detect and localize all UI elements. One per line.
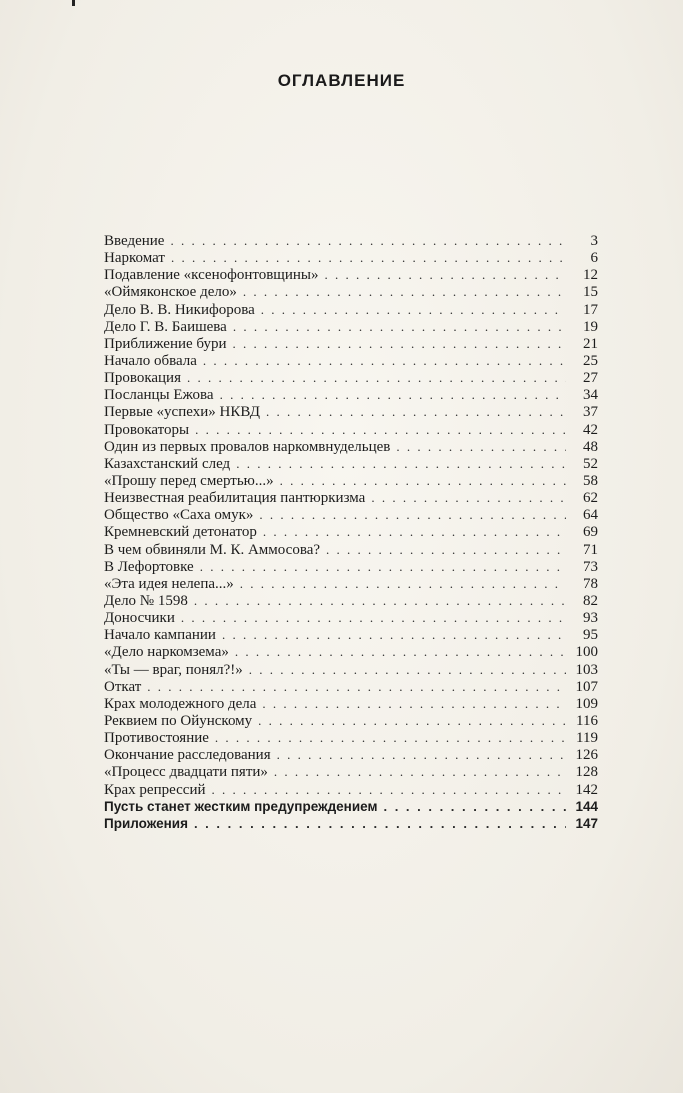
toc-entry-title: Общество «Саха омук»: [104, 507, 254, 524]
dot-leader: [236, 455, 566, 472]
toc-entry-page: 21: [583, 335, 598, 352]
toc-entry-page: 126: [575, 747, 598, 764]
toc-entry-title: Начало обвала: [104, 352, 197, 369]
toc-entry-title: «Процесс двадцати пяти»: [104, 764, 268, 781]
toc-entry: [104, 335, 598, 352]
toc-entry-title: Доносчики: [104, 610, 175, 627]
print-mark: [72, 0, 75, 6]
toc-entry-page: 147: [575, 815, 598, 831]
toc-entry-page: 119: [576, 730, 598, 747]
toc-entry-page: 37: [583, 404, 598, 421]
toc-entry-title: «Дело наркомзема»: [104, 644, 229, 661]
toc-entry-title: Неизвестная реабилитация пантюркизма: [104, 490, 366, 507]
toc-entry-page: 109: [575, 695, 598, 712]
toc-entry: [104, 318, 598, 335]
dot-leader: [266, 403, 566, 420]
toc-entry-page: 19: [583, 318, 598, 335]
dot-leader: [195, 421, 566, 438]
dot-leader: [147, 678, 566, 695]
table-of-contents: [104, 232, 598, 832]
toc-entry-page: 17: [583, 301, 598, 318]
toc-entry-page: 93: [583, 610, 598, 627]
toc-entry-page: 15: [583, 284, 598, 301]
toc-entry-page: 64: [583, 507, 598, 524]
toc-entry-title: Дело В. В. Никифорова: [104, 301, 255, 318]
dot-leader: [371, 489, 566, 506]
toc-entry-page: 144: [575, 798, 598, 814]
dot-leader: [396, 438, 566, 455]
dot-leader: [262, 695, 566, 712]
toc-entry-page: 95: [583, 627, 598, 644]
toc-entry-page: 82: [583, 592, 598, 609]
toc-entry-title: В чем обвиняли М. К. Аммосова?: [104, 541, 321, 558]
toc-entry: [104, 643, 598, 660]
dot-leader: [259, 506, 566, 523]
toc-entry-title: Подавление «ксенофонтовщины»: [104, 267, 319, 284]
dot-leader: [277, 746, 566, 763]
dot-leader: [235, 643, 566, 660]
toc-entry: [104, 455, 598, 472]
toc-entry-page: 116: [576, 712, 598, 729]
toc-entry-title: Первые «успехи» НКВД: [104, 404, 260, 421]
toc-entry: [104, 712, 598, 729]
toc-entry: [104, 283, 598, 300]
toc-entry-title: Дело Г. В. Баишева: [104, 318, 227, 335]
toc-entry-title: Крах молодежного дела: [104, 695, 257, 712]
toc-entry-title: Приближение бури: [104, 335, 227, 352]
toc-entry-title: Провокация: [104, 370, 181, 387]
toc-entry-page: 12: [583, 267, 598, 284]
dot-leader: [220, 386, 566, 403]
toc-entry-title: Приложения: [104, 815, 188, 831]
dot-leader: [233, 318, 566, 335]
toc-entry: [104, 815, 598, 832]
toc-entry-page: 62: [583, 490, 598, 507]
dot-leader: [243, 283, 566, 300]
toc-entry: [104, 661, 598, 678]
toc-entry: [104, 541, 598, 558]
toc-entry-title: Крах репрессий: [104, 781, 206, 798]
toc-entry: [104, 506, 598, 523]
toc-entry-title: «Эта идея нелепа...»: [104, 575, 234, 592]
toc-entry-title: Начало кампании: [104, 627, 216, 644]
toc-entry-title: Противостояние: [104, 730, 209, 747]
dot-leader: [200, 558, 566, 575]
dot-leader: [383, 798, 566, 815]
toc-entry-title: Наркомат: [104, 250, 165, 267]
toc-entry-page: 71: [583, 541, 598, 558]
dot-leader: [261, 301, 566, 318]
toc-entry: [104, 695, 598, 712]
toc-entry-page: 58: [583, 472, 598, 489]
toc-entry-title: «Прошу перед смертью...»: [104, 472, 274, 489]
toc-entry-title: Откат: [104, 678, 142, 695]
toc-entry: [104, 729, 598, 746]
toc-entry: [104, 352, 598, 369]
dot-leader: [170, 232, 566, 249]
toc-entry-title: Кремневский детонатор: [104, 524, 257, 541]
toc-entry: [104, 609, 598, 626]
toc-entry: [104, 369, 598, 386]
toc-entry-page: 107: [575, 678, 598, 695]
dot-leader: [203, 352, 566, 369]
toc-entry: [104, 746, 598, 763]
toc-entry-page: 128: [575, 764, 598, 781]
dot-leader: [233, 335, 566, 352]
toc-entry-title: Окончание расследования: [104, 747, 271, 764]
toc-entry-title: Пусть станет жестким предупреждением: [104, 798, 378, 814]
toc-entry-page: 3: [590, 233, 598, 249]
toc-entry-title: Дело № 1598: [104, 592, 188, 609]
dot-leader: [263, 523, 566, 540]
dot-leader: [194, 815, 566, 832]
dot-leader: [215, 729, 566, 746]
toc-entry: [104, 249, 598, 266]
bleed-through-text: [60, 98, 65, 120]
toc-entry-page: 27: [583, 370, 598, 387]
toc-entry: [104, 232, 598, 249]
toc-entry: [104, 592, 598, 609]
page-title: ОГЛАВЛЕНИЕ: [277, 71, 406, 90]
toc-entry: [104, 421, 598, 438]
dot-leader: [280, 472, 566, 489]
toc-entry-title: Казахстанский след: [104, 455, 231, 472]
dot-leader: [325, 266, 567, 283]
toc-entry: [104, 798, 598, 815]
toc-entry: [104, 523, 598, 540]
bleed-through-text: [250, 150, 254, 167]
toc-entry-title: Введение: [104, 233, 165, 249]
dot-leader: [171, 249, 566, 266]
toc-entry-title: «Оймяконское дело»: [104, 284, 237, 301]
dot-leader: [240, 575, 566, 592]
toc-entry-title: Один из первых провалов наркомвнудельцев: [104, 438, 391, 455]
toc-entry-page: 100: [575, 644, 598, 661]
toc-entry: [104, 489, 598, 506]
toc-entry-page: 78: [583, 575, 598, 592]
toc-entry-title: В Лефортовке: [104, 558, 194, 575]
dot-leader: [274, 763, 566, 780]
toc-entry: [104, 386, 598, 403]
toc-entry: [104, 763, 598, 780]
toc-entry-page: 142: [575, 781, 598, 798]
toc-entry-title: Провокаторы: [104, 421, 190, 438]
dot-leader: [212, 781, 567, 798]
toc-entry: [104, 558, 598, 575]
toc-entry: [104, 403, 598, 420]
dot-leader: [222, 626, 566, 643]
toc-entry-title: «Ты — враг, понял?!»: [104, 661, 243, 678]
toc-entry: [104, 678, 598, 695]
dot-leader: [194, 592, 566, 609]
dot-leader: [249, 661, 566, 678]
toc-entry-page: 73: [583, 558, 598, 575]
toc-entry-page: 6: [590, 250, 598, 267]
toc-entry-page: 48: [583, 438, 598, 455]
dot-leader: [181, 609, 566, 626]
dot-leader: [326, 541, 566, 558]
toc-entry-page: 52: [583, 455, 598, 472]
toc-entry: [104, 626, 598, 643]
dot-leader: [187, 369, 566, 386]
toc-entry-page: 42: [583, 421, 598, 438]
toc-entry: [104, 438, 598, 455]
toc-entry-title: Реквием по Ойунскому: [104, 712, 253, 729]
toc-entry: [104, 781, 598, 798]
toc-entry-page: 34: [583, 387, 598, 404]
toc-entry: [104, 472, 598, 489]
toc-entry: [104, 575, 598, 592]
toc-entry-page: 25: [583, 352, 598, 369]
toc-entry: [104, 266, 598, 283]
toc-entry-page: 103: [575, 661, 598, 678]
dot-leader: [258, 712, 566, 729]
toc-entry-title: Посланцы Ежова: [104, 387, 214, 404]
toc-entry: [104, 301, 598, 318]
toc-entry-page: 69: [583, 524, 598, 541]
